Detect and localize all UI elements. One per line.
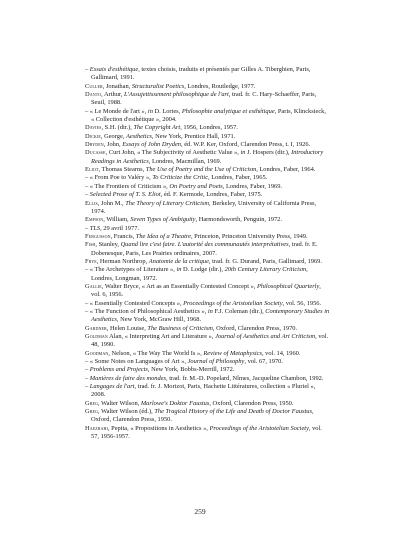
work-title: To Criticize the Critic (152, 174, 209, 182)
work-title: Essais d'esthétique (89, 66, 139, 73)
work-title: Manières de faire des mondes (89, 374, 166, 382)
bibliography-entry: – « The Archetypes of Literature », in D. Lodge (dir.), 20th Century Literary Criticism, Londres, Longman, 1972. (85, 266, 308, 282)
work-title: Aesthetics (125, 132, 152, 140)
work-title: The Use of Poetry and the Use of Criticism (145, 166, 257, 174)
bibliography-entry: Ducasse, Curt John, « The Subjectivity of Aesthetic Value », in J. Hospers (dir.), Introductory Readings in Aesthetics, Londres, Macmillan, 1969. (85, 149, 324, 165)
work-title: Contemporary Studies in Aesthetics (91, 307, 330, 324)
work-title: Proceedings of the Aristotelian Society (183, 299, 283, 307)
work-title: in (240, 149, 246, 157)
author-surname: Davies (85, 124, 102, 132)
work-title: in (147, 107, 153, 115)
work-title: Journal of Aesthetics and Art Criticism (215, 333, 316, 340)
work-title: TLS (89, 224, 101, 232)
bibliography-entry: Dryden, John, Essays of John Dryden, éd. W.P. Ker, Oxford, Clarendon Press, t. I, 1926. (85, 141, 311, 149)
author-surname: Greg (85, 408, 99, 416)
author-surname: Haezrahi (85, 424, 108, 432)
page-number: 259 (194, 507, 206, 516)
bibliography-entry: Frye, Herman Northrop, Anatomie de la critique, trad. fr. G. Durand, Paris, Gallimard, 1969. (85, 257, 322, 265)
bibliography-entry: Greg, Walter Wilson (éd.), The Tragical History of the Life and Death of Doctor Faustus, Oxford, Clarendon Press, 1950. (85, 408, 314, 424)
work-title: The Business of Criticism (147, 324, 213, 332)
work-title: Philosophie analytique et esthétique (181, 107, 275, 115)
bibliography-entry: Greg, Walter Wilson, Marlowe's Doktor Faustus, Oxford, Clarendon Press, 1950. (85, 399, 294, 407)
work-title: Problems and Projects (89, 366, 148, 374)
work-title: Quand lire c'est faire. L'autorité des communautés interprétatives (120, 241, 289, 249)
author-surname: Culler (85, 82, 103, 90)
author-surname: Gallie (85, 282, 102, 290)
bibliography-entry: – Selected Prose of T. S. Eliot, éd. F. Kermode, Londres, Faber, 1975. (85, 191, 263, 199)
work-title: in (176, 266, 182, 274)
work-title: Essays of John Dryden (122, 141, 181, 149)
work-title: Proceedings of the Aristotelian Society (209, 424, 309, 432)
work-title: The Tragical History of the Life and Death of Doctor Faustus (154, 408, 312, 416)
bibliography-entry: Empson, William, Seven Types of Ambiguity, Harmondsworth, Penguin, 1972. (85, 216, 282, 224)
work-title: Review of Metaphysics (203, 349, 262, 357)
author-surname: Ducasse (85, 149, 106, 157)
author-surname: Gardner (85, 324, 107, 332)
work-title: Introductory Readings in Aesthetics (91, 149, 324, 165)
work-title: Selected Prose of T. S. Eliot (89, 191, 161, 199)
author-surname: Eliot (85, 166, 99, 174)
author-surname: Ellis (85, 199, 98, 207)
bibliography-entry: – « From Poe to Valéry », To Criticize the Critic, Londres, Faber, 1965. (85, 174, 268, 182)
work-title: Journal of Philosophy (187, 358, 245, 366)
bibliography-entry: Ellis, John M., The Theory of Literary Criticism, Berkeley, University of California Press, 1974. (85, 199, 317, 215)
work-title: The Theory of Literary Criticism (125, 199, 209, 207)
work-title: Langages de l'art (89, 383, 135, 391)
work-title: Philosophical Quarterly (256, 282, 320, 290)
bibliography-entry: Danto, Arthur, L'Assujettissement philosophique de l'art, trad. fr. C. Hary-Schaeffer, Paris, Seuil, 1988. (85, 91, 317, 107)
author-surname: Dryden (85, 141, 104, 149)
author-surname: Fish (85, 241, 96, 249)
bibliography-entry: – « The Frontiers of Criticism », On Poetry and Poets, Londres, Faber, 1969. (85, 182, 282, 190)
work-title: 20th Century Literary Criticism (224, 266, 307, 274)
work-title: The Idea of a Theatre (135, 232, 191, 240)
bibliography-entry: – « The Function of Philosophical Aesthetics », in F.J. Coleman (dir.), Contemporary Studies in Aesthetics, New York, McGraw Hill, 1968. (85, 307, 330, 324)
work-title: Anatomie de la critique (148, 257, 209, 265)
author-surname: Fergusson (85, 232, 111, 240)
bibliography-entry: Goodman, Nelson, « The Way The World Is », Review of Metaphysics, vol. 14, 1960. (85, 349, 301, 357)
work-title: On Poetry and Poets (169, 182, 223, 190)
work-title: Structuralist Poetics (131, 82, 185, 90)
bibliography-entry: Fish, Stanley, Quand lire c'est faire. L'autorité des communautés interprétatives, trad. fr. E. Dobenesque, Paris, Les Prairies ordinaires, 2007. (85, 241, 318, 257)
bibliography-entry: Goldman Alan, « Interpreting Art and Literature », Journal of Aesthetics and Art Criticism, vol. 48, 1990. (85, 333, 329, 349)
bibliography-entry: – TLS, 29 avril 1977. (85, 224, 139, 232)
bibliography-entry: – « Some Notes on Languages of Art », Journal of Philosophy, vol. 67, 1970. (85, 358, 283, 366)
work-title: in (207, 307, 213, 315)
bibliography-entry: – Essais d'esthétique, textes choisis, traduits et présentés par Gilles A. Tiberghien, Paris, Gallimard, 1991. (85, 66, 311, 82)
bibliography-list (85, 66, 330, 441)
author-surname: Frye (85, 257, 97, 265)
work-title: The Copyright Art (133, 124, 181, 132)
bibliography-entry: Culler, Jonathan, Structuralist Poetics, Londres, Routledge, 1977. (85, 82, 256, 90)
bibliography-entry: Dickie, George, Aesthetics, New York, Prentice Hall, 1971. (85, 132, 236, 140)
author-surname: Empson (85, 216, 104, 224)
bibliography-entry: Gallie, Walter Bryce, « Art as an Essentially Contested Concept », Philosophical Quarterly, vol. 6, 1956. (85, 282, 321, 299)
author-surname: Dickie (85, 132, 101, 140)
bibliography-entry: – « Essentially Contested Concepts », Proceedings of the Aristotelian Society, vol. 56, 1956. (85, 299, 322, 307)
author-surname: Danto (85, 91, 102, 99)
bibliography-entry: – « Le Monde de l'art », in D. Lories, Philosophie analytique et esthétique, Paris, Klincksieck, « Collection d'esthétique », 2004. (85, 107, 326, 124)
bibliography-entry: Haezrahi, Pepita, « Propositions in Aesthetics », Proceedings of the Aristotelian Society, vol. 57, 1956-1957. (85, 424, 322, 441)
bibliography-entry: Gardner, Helen Louise, The Business of Criticism, Oxford, Clarendon Press, 1970. (85, 324, 298, 332)
bibliography-entry: Eliot, Thomas Stearns, The Use of Poetry and the Use of Criticism, Londres, Faber, 1964. (85, 166, 316, 174)
work-title: Marlowe's Doktor Faustus (140, 399, 210, 407)
author-surname: Goldman (85, 333, 108, 340)
bibliography-entry: – Manières de faire des mondes, trad. fr. M.-D. Popelard, Nîmes, Jacqueline Chambon, 1992. (85, 374, 324, 382)
bibliography-entry: Davies, S.H. (dir.), The Copyright Art, 1956, Londres, 1957. (85, 124, 238, 132)
bibliography-entry: – Problems and Projects, New York, Bobbs-Merrill, 1972. (85, 366, 235, 374)
work-title: L'Assujettissement philosophique de l'art (123, 91, 229, 99)
bibliography-entry: Fergusson, Francis, The Idea of a Theatre, Princeton, Princeton University Press, 1949. (85, 232, 308, 240)
author-surname: Greg (85, 399, 99, 407)
bibliography-entry: – Langages de l'art, trad. fr. J. Morizot, Paris, Hachette Littératures, collection « Pluriel », 2008. (85, 383, 316, 399)
author-surname: Goodman (85, 349, 109, 357)
work-title: Seven Types of Ambiguity (130, 216, 196, 224)
